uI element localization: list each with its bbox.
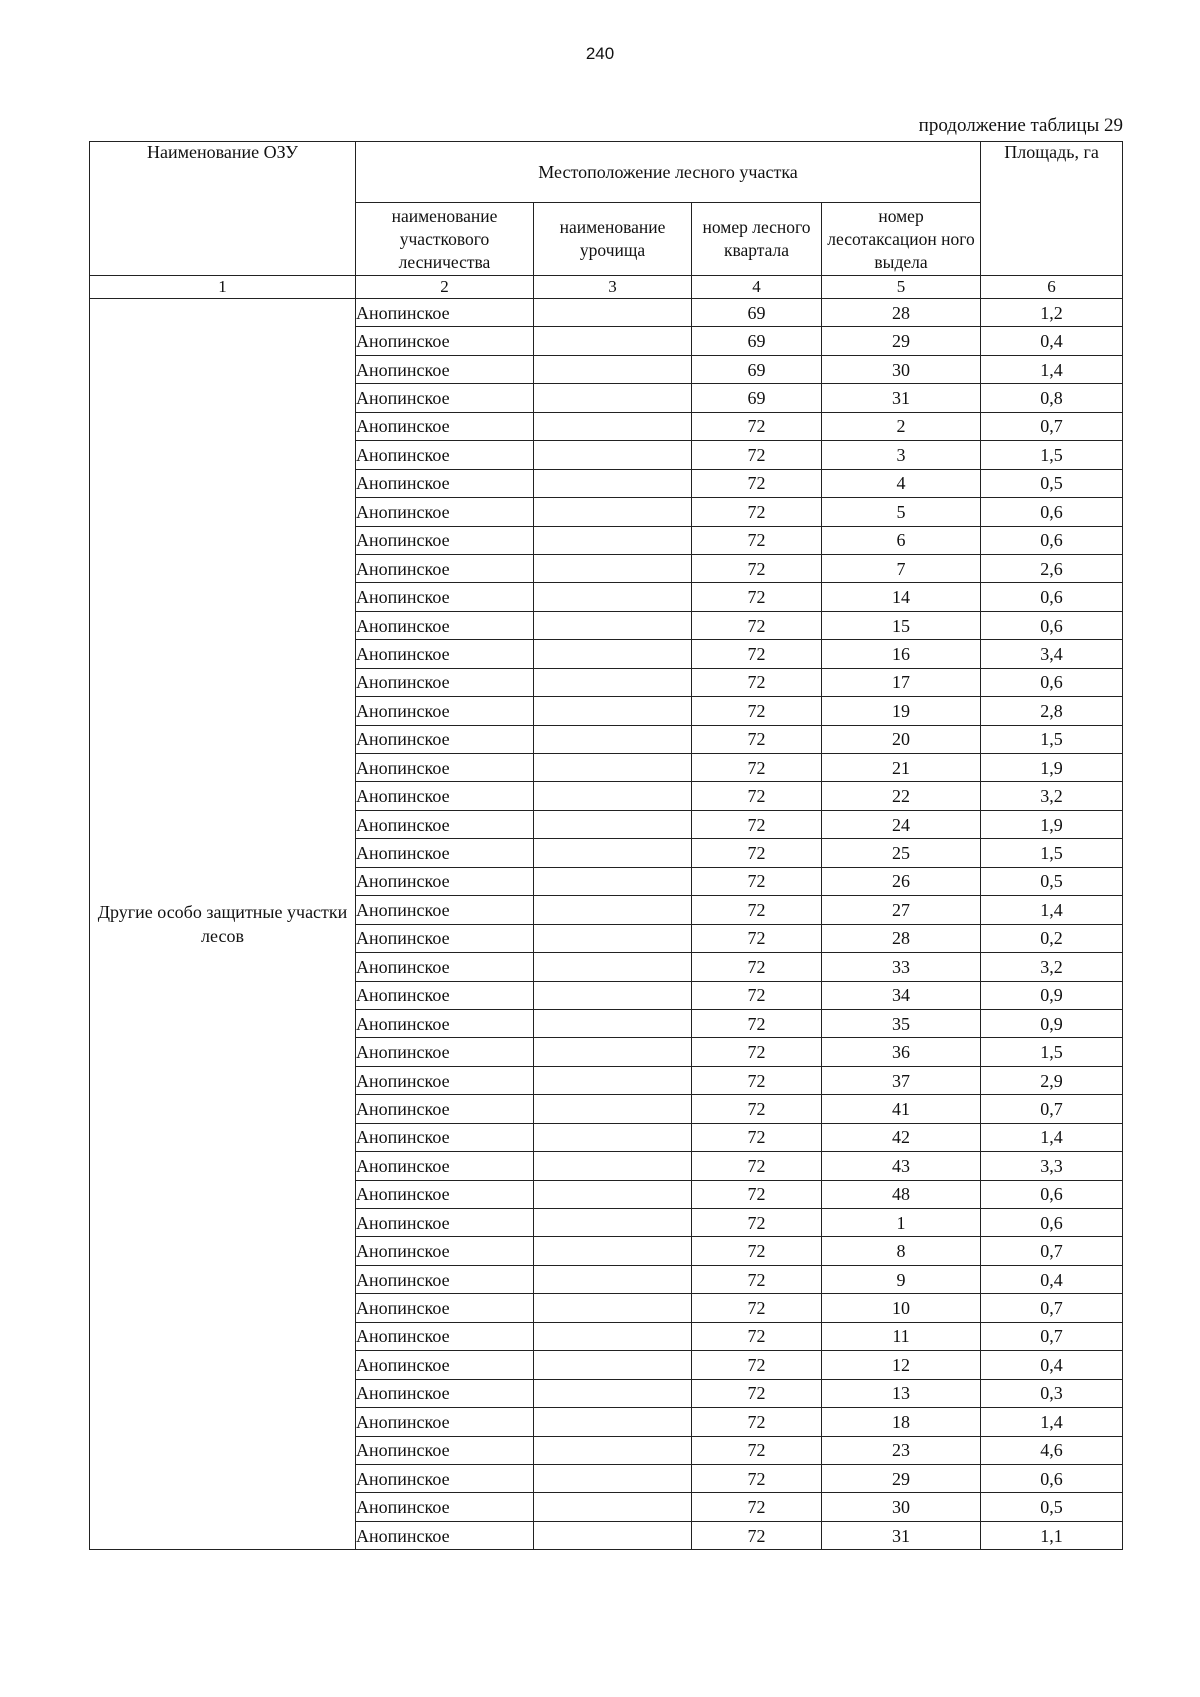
area-cell: 1,5 (981, 441, 1123, 469)
area-cell: 3,2 (981, 782, 1123, 810)
quarter-cell: 72 (692, 1009, 822, 1037)
header-allotment: номер лесотаксацион ного выдела (822, 203, 981, 276)
area-cell: 1,4 (981, 1408, 1123, 1436)
allotment-cell: 4 (822, 469, 981, 497)
forestry-cell: Анопинское (356, 1436, 534, 1464)
allotment-cell: 10 (822, 1294, 981, 1322)
quarter-cell: 72 (692, 1209, 822, 1237)
allotment-cell: 31 (822, 384, 981, 412)
allotment-cell: 25 (822, 839, 981, 867)
quarter-cell: 72 (692, 611, 822, 639)
tract-cell (534, 355, 692, 383)
forestry-cell: Анопинское (356, 1379, 534, 1407)
forestry-cell: Анопинское (356, 1237, 534, 1265)
area-cell: 0,3 (981, 1379, 1123, 1407)
tract-cell (534, 782, 692, 810)
area-cell: 0,5 (981, 469, 1123, 497)
area-cell: 0,6 (981, 498, 1123, 526)
area-cell: 1,9 (981, 810, 1123, 838)
table-row (90, 299, 1123, 327)
tract-cell (534, 1209, 692, 1237)
allotment-cell: 5 (822, 498, 981, 526)
allotment-cell: 35 (822, 1009, 981, 1037)
ozu-table (89, 141, 1123, 1550)
forestry-cell: Анопинское (356, 1265, 534, 1293)
forestry-cell: Анопинское (356, 697, 534, 725)
allotment-cell: 28 (822, 924, 981, 952)
tract-cell (534, 839, 692, 867)
allotment-cell: 31 (822, 1521, 981, 1549)
area-cell: 1,4 (981, 896, 1123, 924)
column-number: 6 (981, 276, 1123, 299)
area-cell: 0,6 (981, 1180, 1123, 1208)
forestry-cell: Анопинское (356, 384, 534, 412)
area-cell: 1,4 (981, 1123, 1123, 1151)
table-caption: продолжение таблицы 29 (918, 115, 1123, 136)
tract-cell (534, 1351, 692, 1379)
area-cell: 2,6 (981, 554, 1123, 582)
forestry-cell: Анопинское (356, 1152, 534, 1180)
area-cell: 2,9 (981, 1066, 1123, 1094)
quarter-cell: 69 (692, 355, 822, 383)
forestry-cell: Анопинское (356, 1066, 534, 1094)
tract-cell (534, 754, 692, 782)
allotment-cell: 15 (822, 611, 981, 639)
allotment-cell: 18 (822, 1408, 981, 1436)
quarter-cell: 69 (692, 384, 822, 412)
tract-cell (534, 981, 692, 1009)
header-location-group: Местоположение лесного участка (356, 142, 981, 203)
tract-cell (534, 924, 692, 952)
forestry-cell: Анопинское (356, 725, 534, 753)
allotment-cell: 16 (822, 640, 981, 668)
area-cell: 0,9 (981, 981, 1123, 1009)
tract-cell (534, 810, 692, 838)
ozu-category-cell: Другие особо защитные участки лесов (90, 299, 356, 1550)
forestry-cell: Анопинское (356, 1351, 534, 1379)
quarter-cell: 72 (692, 1436, 822, 1464)
quarter-cell: 72 (692, 1322, 822, 1350)
quarter-cell: 72 (692, 469, 822, 497)
quarter-cell: 72 (692, 1493, 822, 1521)
header-ozu-name: Наименование ОЗУ (90, 142, 356, 276)
quarter-cell: 72 (692, 640, 822, 668)
area-cell: 0,9 (981, 1009, 1123, 1037)
quarter-cell: 72 (692, 924, 822, 952)
area-cell: 0,6 (981, 1209, 1123, 1237)
allotment-cell: 34 (822, 981, 981, 1009)
column-number: 3 (534, 276, 692, 299)
tract-cell (534, 640, 692, 668)
forestry-cell: Анопинское (356, 896, 534, 924)
header-forestry: наименование участкового лесничества (356, 203, 534, 276)
tract-cell (534, 469, 692, 497)
forestry-cell: Анопинское (356, 1322, 534, 1350)
quarter-cell: 72 (692, 754, 822, 782)
tract-cell (534, 583, 692, 611)
area-cell: 1,1 (981, 1521, 1123, 1549)
tract-cell (534, 1265, 692, 1293)
area-cell: 0,7 (981, 412, 1123, 440)
forestry-cell: Анопинское (356, 1294, 534, 1322)
tract-cell (534, 1180, 692, 1208)
forestry-cell: Анопинское (356, 441, 534, 469)
tract-cell (534, 611, 692, 639)
quarter-cell: 72 (692, 782, 822, 810)
tract-cell (534, 1009, 692, 1037)
allotment-cell: 3 (822, 441, 981, 469)
area-cell: 0,5 (981, 867, 1123, 895)
quarter-cell: 72 (692, 1038, 822, 1066)
quarter-cell: 72 (692, 1180, 822, 1208)
allotment-cell: 42 (822, 1123, 981, 1151)
allotment-cell: 13 (822, 1379, 981, 1407)
forestry-cell: Анопинское (356, 611, 534, 639)
allotment-cell: 41 (822, 1095, 981, 1123)
tract-cell (534, 1521, 692, 1549)
tract-cell (534, 1322, 692, 1350)
tract-cell (534, 725, 692, 753)
tract-cell (534, 1038, 692, 1066)
column-number: 4 (692, 276, 822, 299)
area-cell: 0,7 (981, 1294, 1123, 1322)
area-cell: 3,2 (981, 953, 1123, 981)
forestry-cell: Анопинское (356, 469, 534, 497)
quarter-cell: 72 (692, 1095, 822, 1123)
tract-cell (534, 1408, 692, 1436)
allotment-cell: 7 (822, 554, 981, 582)
allotment-cell: 12 (822, 1351, 981, 1379)
area-cell: 0,7 (981, 1237, 1123, 1265)
forestry-cell: Анопинское (356, 355, 534, 383)
allotment-cell: 33 (822, 953, 981, 981)
column-number-row (90, 276, 1123, 299)
tract-cell (534, 1379, 692, 1407)
forestry-cell: Анопинское (356, 839, 534, 867)
quarter-cell: 72 (692, 1521, 822, 1549)
forestry-cell: Анопинское (356, 754, 534, 782)
forestry-cell: Анопинское (356, 867, 534, 895)
allotment-cell: 6 (822, 526, 981, 554)
area-cell: 0,7 (981, 1095, 1123, 1123)
tract-cell (534, 1152, 692, 1180)
forestry-cell: Анопинское (356, 1464, 534, 1492)
quarter-cell: 72 (692, 498, 822, 526)
forestry-cell: Анопинское (356, 640, 534, 668)
area-cell: 1,5 (981, 839, 1123, 867)
tract-cell (534, 1464, 692, 1492)
area-cell: 0,7 (981, 1322, 1123, 1350)
quarter-cell: 72 (692, 953, 822, 981)
tract-cell (534, 1123, 692, 1151)
allotment-cell: 30 (822, 355, 981, 383)
area-cell: 0,5 (981, 1493, 1123, 1521)
quarter-cell: 72 (692, 1123, 822, 1151)
quarter-cell: 72 (692, 1351, 822, 1379)
area-cell: 0,6 (981, 611, 1123, 639)
tract-cell (534, 1294, 692, 1322)
quarter-cell: 72 (692, 1066, 822, 1094)
forestry-cell: Анопинское (356, 498, 534, 526)
quarter-cell: 72 (692, 1265, 822, 1293)
quarter-cell: 72 (692, 697, 822, 725)
forestry-cell: Анопинское (356, 327, 534, 355)
quarter-cell: 72 (692, 554, 822, 582)
forestry-cell: Анопинское (356, 782, 534, 810)
quarter-cell: 72 (692, 1379, 822, 1407)
allotment-cell: 23 (822, 1436, 981, 1464)
tract-cell (534, 668, 692, 696)
quarter-cell: 69 (692, 299, 822, 327)
quarter-cell: 72 (692, 441, 822, 469)
forestry-cell: Анопинское (356, 924, 534, 952)
column-number: 1 (90, 276, 356, 299)
allotment-cell: 43 (822, 1152, 981, 1180)
area-cell: 0,6 (981, 668, 1123, 696)
allotment-cell: 14 (822, 583, 981, 611)
header-quarter: номер лесного квартала (692, 203, 822, 276)
forestry-cell: Анопинское (356, 412, 534, 440)
quarter-cell: 72 (692, 526, 822, 554)
allotment-cell: 22 (822, 782, 981, 810)
tract-cell (534, 1493, 692, 1521)
tract-cell (534, 384, 692, 412)
forestry-cell: Анопинское (356, 981, 534, 1009)
forestry-cell: Анопинское (356, 1009, 534, 1037)
allotment-cell: 11 (822, 1322, 981, 1350)
allotment-cell: 9 (822, 1265, 981, 1293)
table-body (90, 299, 1123, 1550)
allotment-cell: 27 (822, 896, 981, 924)
area-cell: 1,4 (981, 355, 1123, 383)
forestry-cell: Анопинское (356, 526, 534, 554)
forestry-cell: Анопинское (356, 1408, 534, 1436)
quarter-cell: 72 (692, 839, 822, 867)
tract-cell (534, 441, 692, 469)
quarter-cell: 72 (692, 583, 822, 611)
tract-cell (534, 867, 692, 895)
area-cell: 0,6 (981, 1464, 1123, 1492)
quarter-cell: 72 (692, 668, 822, 696)
quarter-cell: 72 (692, 412, 822, 440)
quarter-cell: 72 (692, 1152, 822, 1180)
tract-cell (534, 498, 692, 526)
allotment-cell: 21 (822, 754, 981, 782)
quarter-cell: 69 (692, 327, 822, 355)
forestry-cell: Анопинское (356, 1123, 534, 1151)
allotment-cell: 1 (822, 1209, 981, 1237)
tract-cell (534, 953, 692, 981)
allotment-cell: 8 (822, 1237, 981, 1265)
tract-cell (534, 896, 692, 924)
column-number: 2 (356, 276, 534, 299)
tract-cell (534, 526, 692, 554)
allotment-cell: 26 (822, 867, 981, 895)
allotment-cell: 28 (822, 299, 981, 327)
allotment-cell: 37 (822, 1066, 981, 1094)
area-cell: 0,4 (981, 1265, 1123, 1293)
area-cell: 0,8 (981, 384, 1123, 412)
area-cell: 1,9 (981, 754, 1123, 782)
page-number: 240 (585, 44, 615, 63)
allotment-cell: 29 (822, 1464, 981, 1492)
forestry-cell: Анопинское (356, 1095, 534, 1123)
forestry-cell: Анопинское (356, 299, 534, 327)
forestry-cell: Анопинское (356, 668, 534, 696)
forestry-cell: Анопинское (356, 1493, 534, 1521)
quarter-cell: 72 (692, 725, 822, 753)
allotment-cell: 48 (822, 1180, 981, 1208)
area-cell: 0,4 (981, 1351, 1123, 1379)
allotment-cell: 36 (822, 1038, 981, 1066)
allotment-cell: 30 (822, 1493, 981, 1521)
forestry-cell: Анопинское (356, 583, 534, 611)
tract-cell (534, 1066, 692, 1094)
column-number: 5 (822, 276, 981, 299)
quarter-cell: 72 (692, 1237, 822, 1265)
forestry-cell: Анопинское (356, 953, 534, 981)
tract-cell (534, 1436, 692, 1464)
quarter-cell: 72 (692, 810, 822, 838)
area-cell: 4,6 (981, 1436, 1123, 1464)
area-cell: 0,6 (981, 583, 1123, 611)
quarter-cell: 72 (692, 1464, 822, 1492)
forestry-cell: Анопинское (356, 1038, 534, 1066)
area-cell: 1,5 (981, 1038, 1123, 1066)
area-cell: 3,3 (981, 1152, 1123, 1180)
area-cell: 1,2 (981, 299, 1123, 327)
area-cell: 3,4 (981, 640, 1123, 668)
quarter-cell: 72 (692, 1408, 822, 1436)
allotment-cell: 17 (822, 668, 981, 696)
allotment-cell: 24 (822, 810, 981, 838)
header-area: Площадь, га (981, 142, 1123, 276)
tract-cell (534, 299, 692, 327)
tract-cell (534, 1095, 692, 1123)
area-cell: 0,2 (981, 924, 1123, 952)
area-cell: 1,5 (981, 725, 1123, 753)
quarter-cell: 72 (692, 1294, 822, 1322)
forestry-cell: Анопинское (356, 554, 534, 582)
area-cell: 2,8 (981, 697, 1123, 725)
quarter-cell: 72 (692, 896, 822, 924)
forestry-cell: Анопинское (356, 1521, 534, 1549)
area-cell: 0,4 (981, 327, 1123, 355)
allotment-cell: 20 (822, 725, 981, 753)
tract-cell (534, 697, 692, 725)
allotment-cell: 19 (822, 697, 981, 725)
allotment-cell: 2 (822, 412, 981, 440)
quarter-cell: 72 (692, 981, 822, 1009)
forestry-cell: Анопинское (356, 1209, 534, 1237)
header-tract: наименование урочища (534, 203, 692, 276)
allotment-cell: 29 (822, 327, 981, 355)
tract-cell (534, 412, 692, 440)
forestry-cell: Анопинское (356, 1180, 534, 1208)
area-cell: 0,6 (981, 526, 1123, 554)
quarter-cell: 72 (692, 867, 822, 895)
tract-cell (534, 327, 692, 355)
tract-cell (534, 554, 692, 582)
tract-cell (534, 1237, 692, 1265)
forestry-cell: Анопинское (356, 810, 534, 838)
